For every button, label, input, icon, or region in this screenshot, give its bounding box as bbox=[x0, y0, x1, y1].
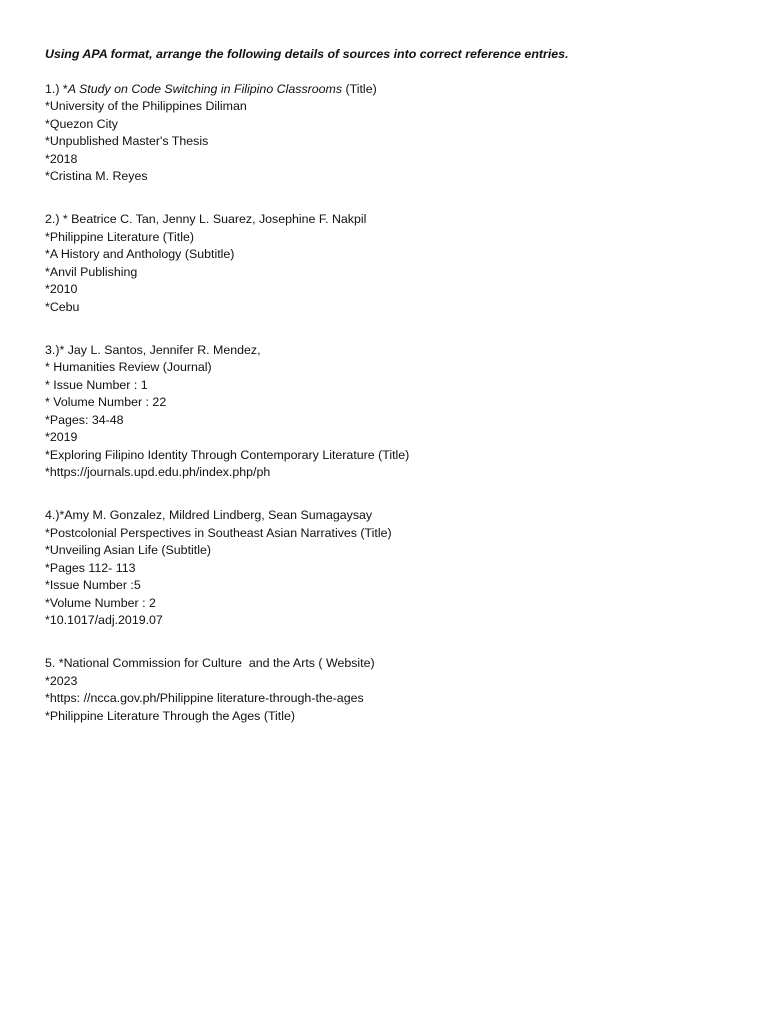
item-2-detail: *A History and Anthology (Subtitle) bbox=[45, 247, 235, 261]
source-item-3 bbox=[45, 342, 745, 482]
item-1-detail: *Unpublished Master's Thesis bbox=[45, 134, 209, 148]
item-5-detail: *https: //ncca.gov.ph/Philippine literature-through-the-ages bbox=[45, 691, 364, 705]
item-5-detail: *2023 bbox=[45, 673, 78, 688]
document-page bbox=[45, 46, 745, 751]
item-2-detail: *Cebu bbox=[45, 299, 80, 314]
item-1-title: A Study on Code Switching in Filipino Classrooms bbox=[67, 81, 343, 96]
item-1-detail: *University of the Philippines Diliman bbox=[45, 99, 247, 113]
item-4-detail: *10.1017/adj.2019.07 bbox=[45, 613, 163, 627]
item-5-detail: 5. *National Commission for Culture and the Arts ( Website) bbox=[45, 656, 375, 670]
source-item-4 bbox=[45, 507, 745, 630]
item-4-detail: *Pages 112- 113 bbox=[45, 560, 136, 575]
item-4-detail: *Volume Number : 2 bbox=[45, 595, 156, 610]
item-5-detail: *Philippine Literature Through the Ages (Title) bbox=[45, 708, 296, 723]
item-1-prefix: 1.) * bbox=[45, 81, 68, 96]
item-3-detail: *Exploring Filipino Identity Through Contemporary Literature (Title) bbox=[45, 447, 410, 462]
item-3-detail: *Pages: 34-48 bbox=[45, 412, 124, 427]
item-3-detail: 3.)* Jay L. Santos, Jennifer R. Mendez, bbox=[45, 342, 261, 357]
instruction-text: Using APA format, arrange the following details of sources into correct reference entries. bbox=[45, 47, 569, 61]
item-4-detail: 4.)*Amy M. Gonzalez, Mildred Lindberg, Sean Sumagaysay bbox=[45, 508, 373, 522]
item-3-detail: * Humanities Review (Journal) bbox=[45, 360, 212, 374]
item-2-detail: *Philippine Literature (Title) bbox=[45, 229, 194, 244]
item-2-detail: *2010 bbox=[45, 282, 78, 296]
item-3-detail: * Issue Number : 1 bbox=[45, 377, 148, 392]
item-1-title-suffix: (Title) bbox=[342, 81, 377, 96]
source-item-5 bbox=[45, 655, 745, 725]
item-1-detail: *Quezon City bbox=[45, 116, 119, 131]
item-3-detail: *https://journals.upd.edu.ph/index.php/ph bbox=[45, 465, 271, 479]
item-1-title-line bbox=[45, 81, 745, 99]
item-1-detail: *Cristina M. Reyes bbox=[45, 169, 148, 183]
item-1-detail: *2018 bbox=[45, 151, 78, 166]
item-4-detail: *Postcolonial Perspectives in Southeast Asian Narratives (Title) bbox=[45, 525, 392, 540]
item-3-detail: * Volume Number : 22 bbox=[45, 395, 167, 409]
item-2-detail: 2.) * Beatrice C. Tan, Jenny L. Suarez, Josephine F. Nakpil bbox=[45, 212, 367, 226]
item-4-detail: *Unveiling Asian Life (Subtitle) bbox=[45, 543, 211, 557]
source-item-2 bbox=[45, 211, 745, 316]
source-item-1 bbox=[45, 81, 745, 186]
item-2-detail: *Anvil Publishing bbox=[45, 264, 138, 279]
item-3-detail: *2019 bbox=[45, 430, 78, 444]
item-4-detail: *Issue Number :5 bbox=[45, 578, 141, 592]
